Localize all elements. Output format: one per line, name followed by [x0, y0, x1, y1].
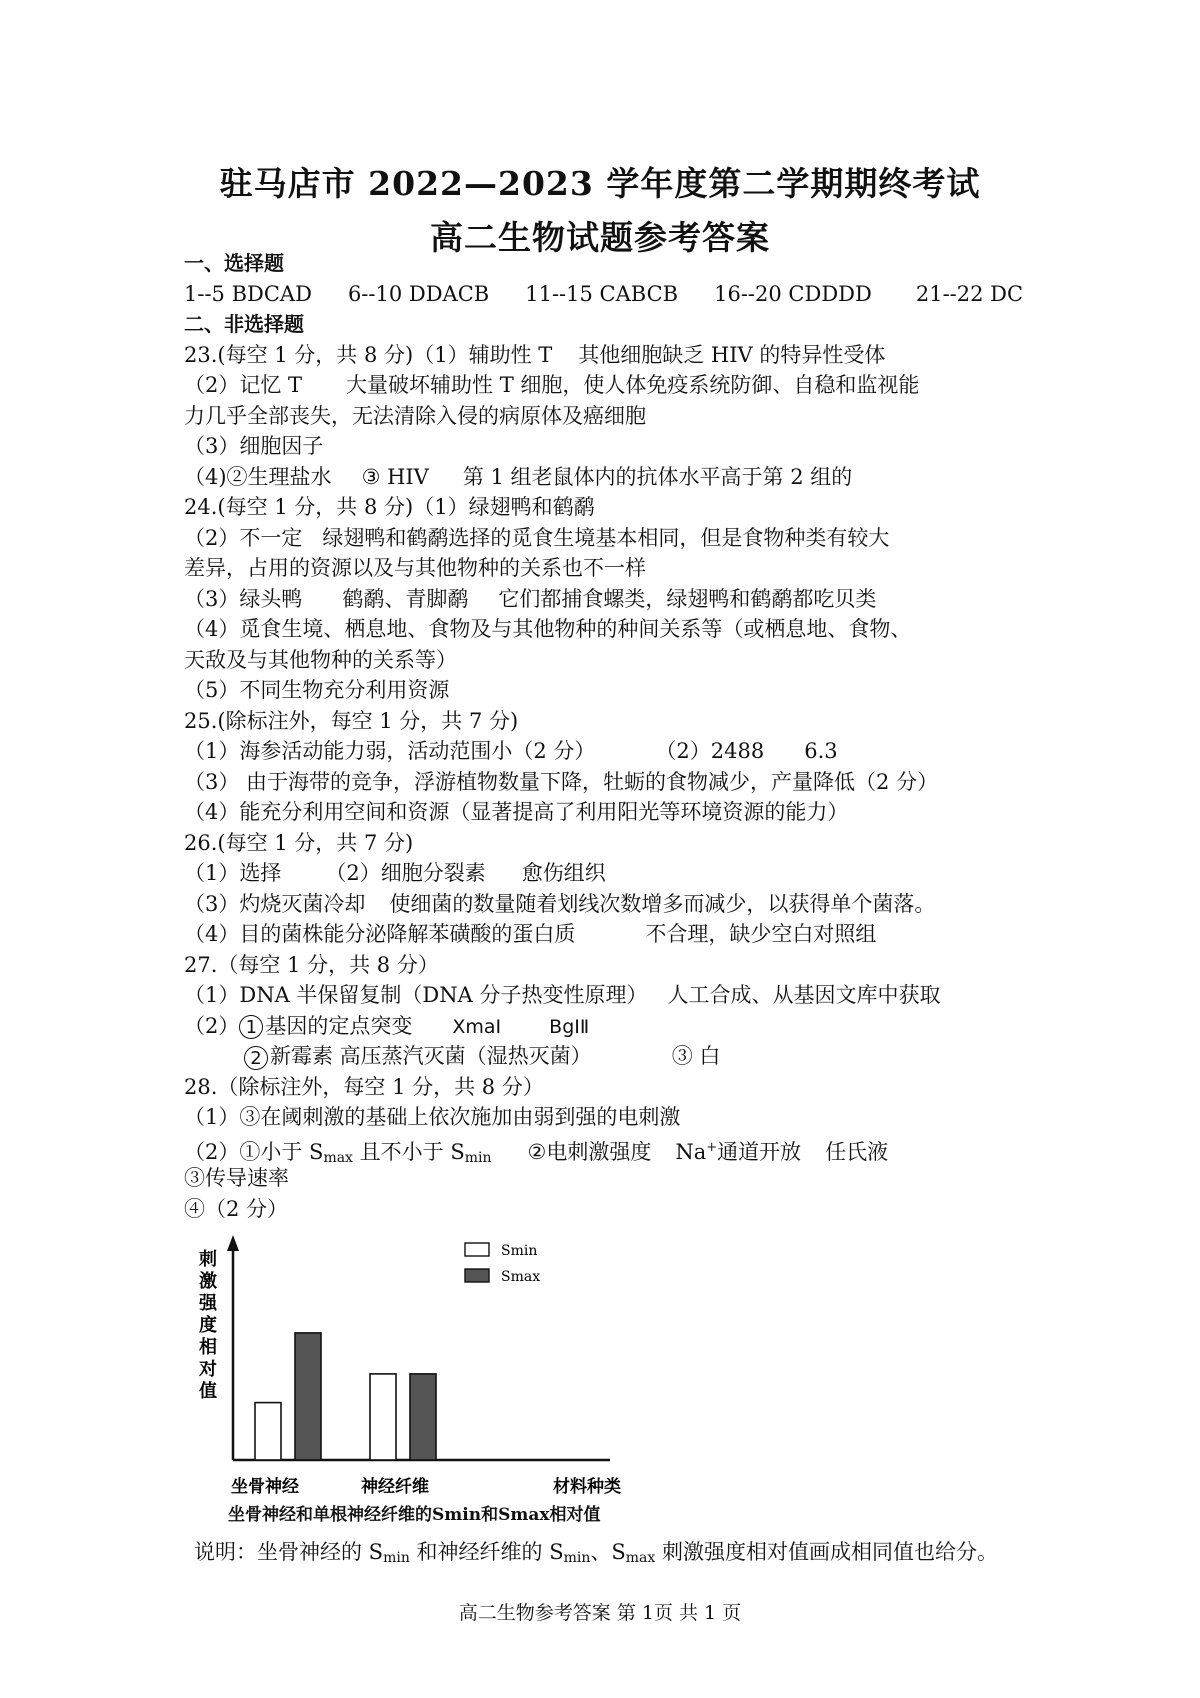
chart-title	[228, 1500, 601, 1525]
circled-number: 2	[244, 1046, 268, 1070]
q24-line: 差异，占用的资源以及与其他物种的关系也不一样	[184, 556, 646, 580]
choice-answer-group: 6--10 DDACB	[347, 281, 490, 306]
q24-line: 天敌及与其他物种的关系等）	[184, 647, 457, 672]
q27-line	[184, 980, 1084, 1011]
chart-title-text: 坐骨神经和单根神经纤维的Smin和Smax相对值	[228, 1505, 601, 1525]
q25-text: 6.3	[804, 739, 838, 763]
note-text: 、S	[590, 1540, 626, 1564]
legend-label: Smin	[501, 1243, 538, 1259]
q26-text: （4）目的菌株能分泌降解苯磺酸的蛋白质	[184, 922, 576, 946]
q28-line: ③传导速率	[184, 1166, 289, 1190]
q27-line: 27.（每空 1 分，共 8 分）	[184, 952, 439, 977]
q28-text: 且不小于 S	[352, 1139, 465, 1164]
subscript: min	[383, 1550, 410, 1566]
q27-text: XmaI	[452, 1015, 502, 1038]
q23-line	[184, 462, 1084, 493]
q26-text: （2）细胞分裂素	[325, 861, 486, 885]
q23-line: （3）细胞因子	[184, 434, 324, 458]
q28-text: 任氏液	[825, 1139, 889, 1164]
subscript: min	[464, 1149, 492, 1166]
legend-swatch	[465, 1269, 489, 1282]
q23-line	[184, 340, 1084, 371]
q27-text: 基因的定点突变	[265, 1013, 413, 1038]
choice-answer-group: 16--20 CDDDD	[714, 281, 872, 306]
y-axis-arrow	[227, 1235, 239, 1251]
y-axis-label: 刺激强度相对值	[199, 1249, 217, 1402]
q27-text: ③ 白	[671, 1044, 721, 1068]
q26-line	[184, 919, 1084, 950]
note-text: 刺激强度相对值画成相同值也给分。	[655, 1540, 998, 1564]
page-subtitle: 高二生物试题参考答案	[430, 218, 770, 257]
q26-text: （3）灼烧灭菌冷却	[184, 891, 366, 916]
q26-line	[184, 889, 1084, 920]
q26-text: 不合理，缺少空白对照组	[645, 922, 877, 946]
q28-text: 通道开放	[717, 1139, 802, 1164]
q28-text: （2）①小于 S	[184, 1139, 324, 1164]
legend-swatch	[465, 1243, 489, 1256]
choice-answer-group: 21--22 DC	[915, 281, 1024, 306]
q27-text: （2）	[184, 1013, 240, 1038]
bar-smin	[255, 1403, 281, 1460]
q24-text: （3）绿头鸭	[184, 586, 303, 611]
scoring-note	[194, 1536, 998, 1566]
superscript: +	[706, 1139, 718, 1155]
x-axis-label: 材料种类	[553, 1477, 621, 1497]
x-tick-label: 坐骨神经	[231, 1477, 299, 1497]
q25-text: （1）海参活动能力弱，活动范围小（2 分）	[184, 739, 596, 763]
page-footer: 高二生物参考答案 第 1页 共 1 页	[458, 1602, 742, 1624]
q24-line: 24.(每空 1 分，共 8 分)（1）绿翅鸭和鹤鹬	[184, 495, 595, 519]
circled-number: 1	[239, 1015, 263, 1039]
q28-line	[184, 1133, 1084, 1164]
q26-text: 愈伤组织	[521, 861, 606, 885]
q23-text: 第 1 组老鼠体内的抗体水平高于第 2 组的	[462, 464, 853, 489]
q28-text: Na	[675, 1139, 707, 1164]
subscript: max	[625, 1550, 656, 1566]
x-tick-label: 神经纤维	[361, 1477, 429, 1497]
q27-line	[184, 1041, 1084, 1072]
subscript: max	[323, 1149, 353, 1166]
q27-text: 人工合成、从基因文库中获取	[667, 983, 941, 1007]
choice-answers	[184, 279, 1084, 310]
q24-line	[184, 584, 1084, 615]
q25-line: （3） 由于海带的竞争，浮游植物数量下降，牡蛎的食物减少，产量降低（2 分）	[184, 769, 939, 794]
q26-text: （1）选择	[184, 861, 282, 885]
q24-text: （2）不一定	[184, 525, 303, 550]
q28-text: ②电刺激强度	[527, 1139, 652, 1164]
note-text: 和神经纤维的 S	[409, 1540, 564, 1564]
q23-text: 其他细胞缺乏 HIV 的特异性受体	[578, 342, 886, 367]
q26-text: 使细菌的数量随着划线次数增多而减少，以获得单个菌落。	[389, 891, 936, 916]
q25-line	[184, 736, 1084, 767]
q28-line: （1）③在阈刺激的基础上依次施加由弱到强的电刺激	[184, 1105, 681, 1129]
q23-text: 23.(每空 1 分，共 8 分)（1）辅助性 T	[184, 342, 553, 367]
q27-text: 新霉素 高压蒸汽灭菌（湿热灭菌）	[270, 1044, 592, 1068]
q27-text: （1）DNA 半保留复制（DNA 分子热变性原理）	[184, 983, 648, 1007]
page-title: 驻马店市 2022—2023 学年度第二学期期终考试	[219, 164, 981, 203]
answer-body	[184, 248, 1084, 1224]
q25-line: （4）能充分利用空间和资源（显著提高了利用阳光等环境资源的能力）	[184, 800, 849, 824]
q28-line: ④（2 分）	[184, 1196, 289, 1221]
bar-smin	[370, 1374, 396, 1460]
q24-text: 鹤鹬、青脚鹬	[342, 586, 469, 611]
q26-line	[184, 858, 1084, 889]
q25-text: （2）2488	[655, 739, 765, 763]
q23-line: 力几乎全部丧失，无法清除入侵的病原体及癌细胞	[184, 403, 646, 428]
choice-answer-group: 11--15 CABCB	[525, 281, 679, 306]
section-heading-nonchoice: 二、非选择题	[184, 312, 304, 336]
note-text: 说明：坐骨神经的 S	[194, 1540, 384, 1564]
q24-text: 绿翅鸭和鹤鹬选择的觅食生境基本相同，但是食物种类有较大	[322, 525, 890, 550]
q24-line: （4）觅食生境、栖息地、食物及与其他物种的种间关系等（或栖息地、食物、	[184, 617, 912, 641]
bar-chart	[195, 1235, 635, 1505]
q23-text: 大量破坏辅助性 T 细胞，使人体免疫系统防御、自稳和监视能	[346, 373, 920, 397]
bar-smax	[295, 1333, 321, 1460]
q24-line: （5）不同生物充分利用资源	[184, 678, 450, 702]
q27-line	[184, 1011, 1084, 1042]
subscript: min	[563, 1550, 591, 1566]
q24-line	[184, 523, 1084, 554]
q23-text: （4)②生理盐水	[184, 464, 332, 489]
section-heading-choice: 一、选择题	[184, 251, 284, 275]
q23-line	[184, 370, 1084, 401]
q26-line: 26.(每空 1 分，共 7 分)	[184, 830, 414, 855]
q23-text: （2）记忆 T	[184, 373, 303, 397]
q23-text: ③ HIV	[361, 464, 429, 489]
choice-answer-group: 1--5 BDCAD	[184, 281, 312, 306]
bar-smax	[410, 1374, 436, 1460]
q25-line: 25.(除标注外，每空 1 分，共 7 分)	[184, 708, 519, 733]
q27-text: BgⅠⅡ	[549, 1015, 590, 1038]
legend-label: Smax	[501, 1269, 541, 1285]
q28-line: 28.（除标注外，每空 1 分，共 8 分）	[184, 1074, 544, 1099]
q24-text: 它们都捕食螺类，绿翅鸭和鹤鹬都吃贝类	[498, 586, 877, 611]
